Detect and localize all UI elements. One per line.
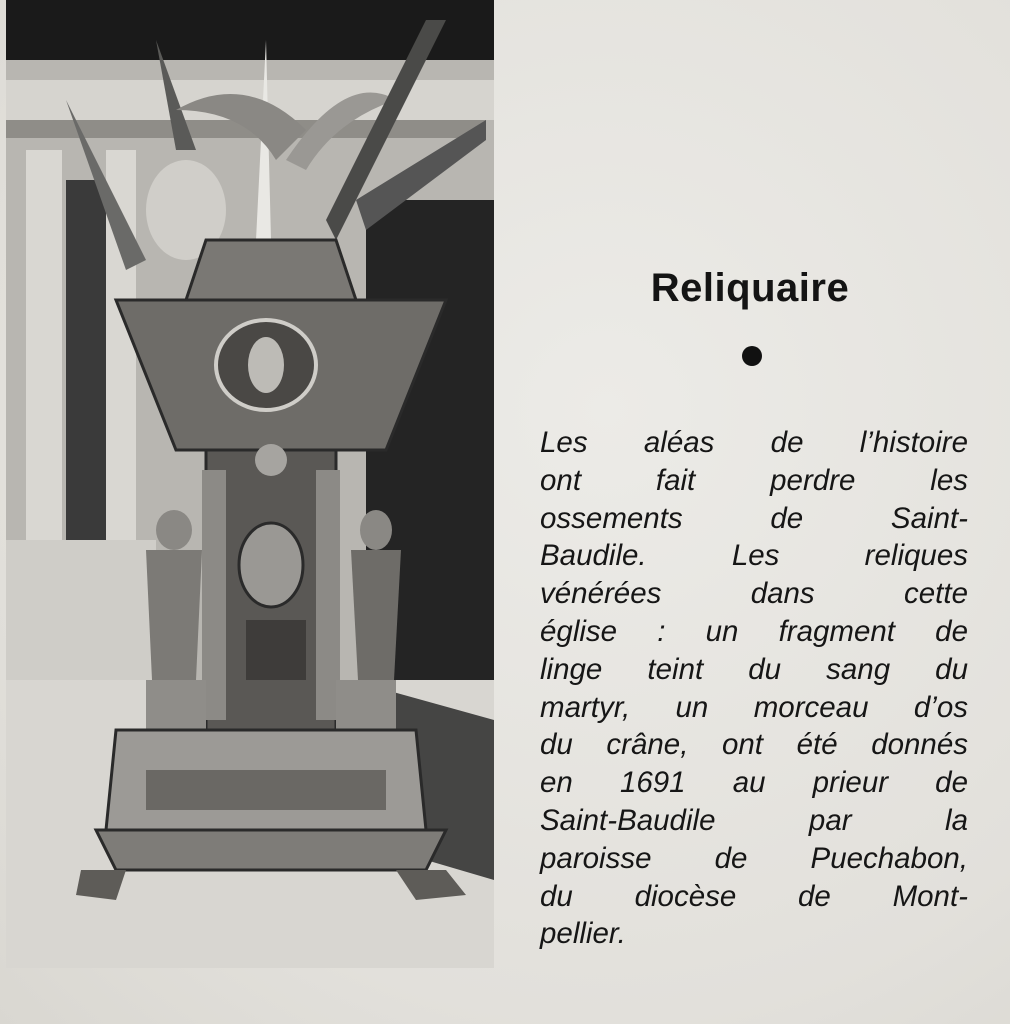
body-line: pellier.: [540, 917, 626, 951]
body-line: linge teint du sang du: [540, 652, 968, 686]
body-line: ossements de Saint-: [540, 501, 968, 535]
body-line: église : un fragment de: [540, 614, 968, 648]
body-line: paroisse de Puechabon,: [540, 841, 968, 875]
article-title: Reliquaire: [650, 266, 850, 310]
reliquary-photo: [6, 0, 494, 968]
reliquary-illustration: [6, 0, 494, 968]
article-body: [540, 424, 968, 953]
title-bullet-separator: [742, 346, 762, 366]
body-line: martyr, un morceau d’os: [540, 690, 968, 724]
body-line: vénérées dans cette: [540, 577, 968, 611]
body-line: Les aléas de l’histoire: [540, 426, 968, 459]
body-line: ont fait perdre les: [540, 463, 968, 497]
body-line: en 1691 au prieur de: [540, 766, 968, 800]
body-line: Baudile. Les reliques: [540, 539, 968, 573]
body-line: Saint-Baudile par la: [540, 803, 968, 837]
body-line: du diocèse de Mont-: [540, 879, 968, 913]
body-line: du crâne, ont été donnés: [540, 728, 968, 762]
